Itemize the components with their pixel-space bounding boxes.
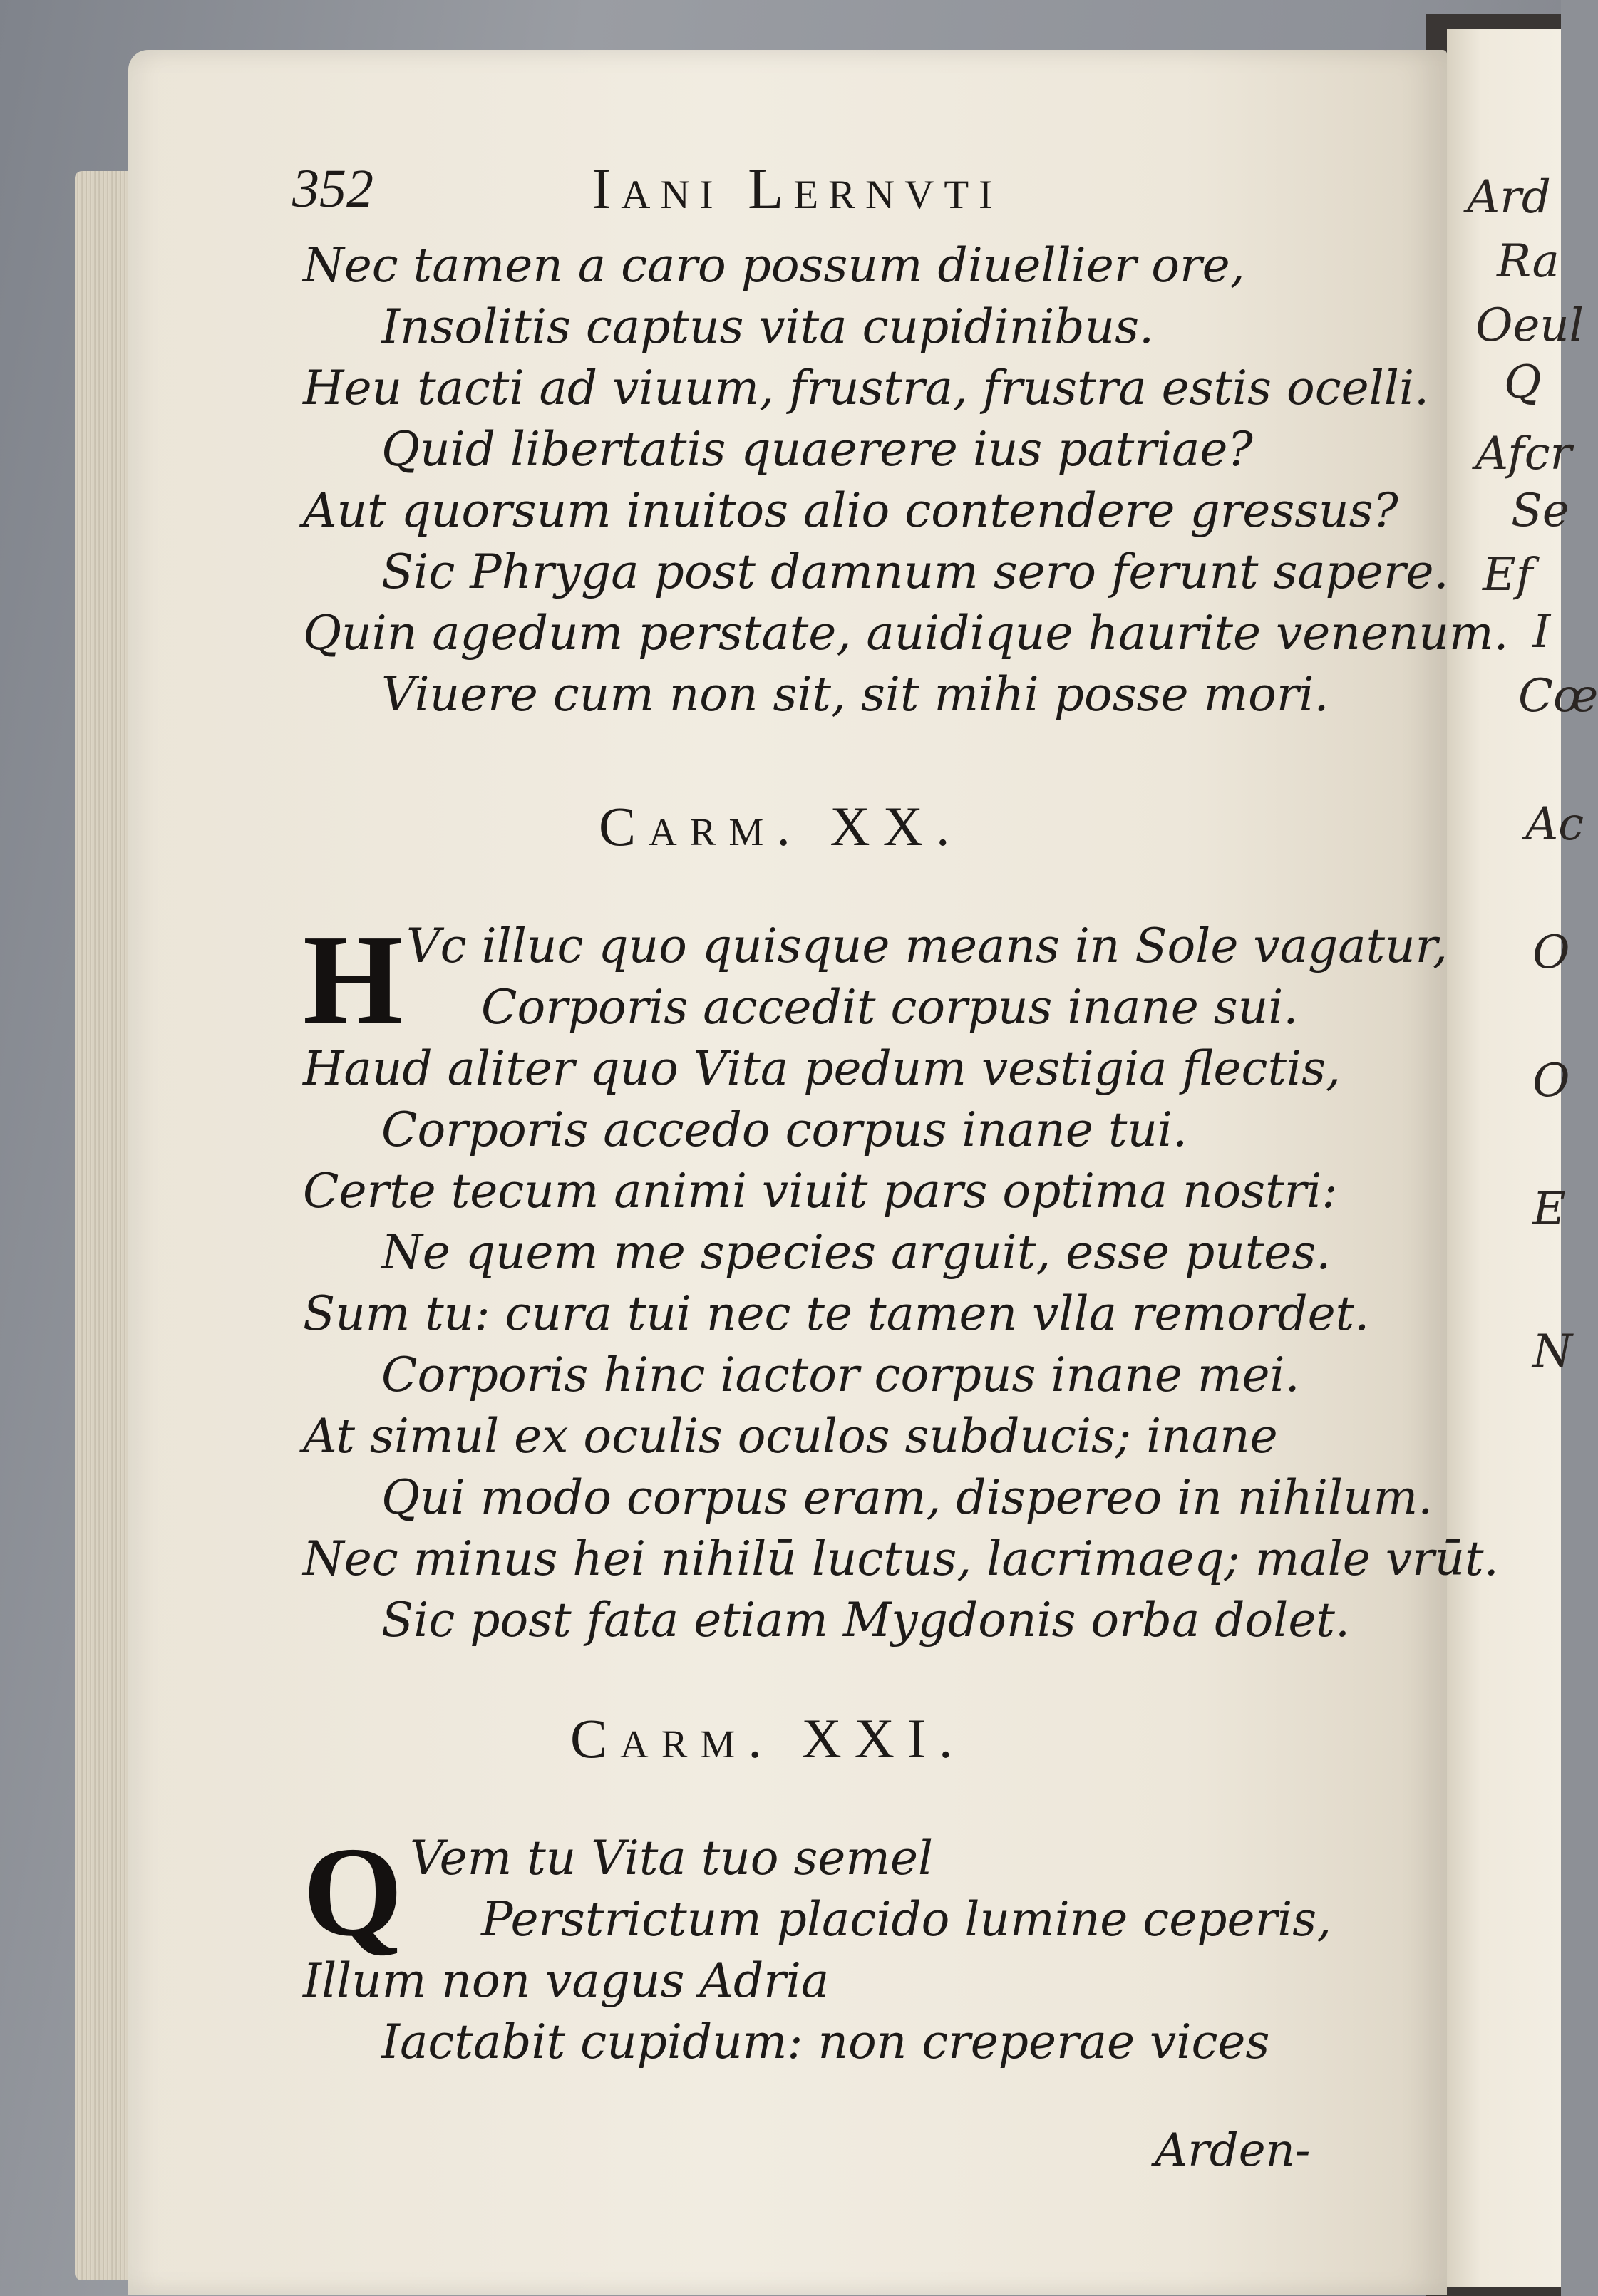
verse-line: Nec tamen a caro possum diuellier ore, bbox=[303, 238, 1245, 293]
verse-line: Vc illuc quo quisque means in Sole vagatur, bbox=[406, 919, 1448, 973]
facing-fragment: Cœ bbox=[1518, 670, 1598, 723]
verse-line: Vem tu Vita tuo semel bbox=[410, 1831, 934, 1886]
verse-line: Sum tu: cura tui nec te tamen vlla remordet. bbox=[303, 1286, 1370, 1341]
verse-line: Corporis accedit corpus inane sui. bbox=[481, 980, 1299, 1035]
verse-line: Certe tecum animi viuit pars optima nostri: bbox=[303, 1164, 1338, 1219]
facing-fragment: Afcr bbox=[1475, 428, 1572, 480]
verse-line: At simul ex oculis oculos subducis; inane bbox=[303, 1409, 1278, 1464]
facing-page-edge bbox=[1447, 29, 1598, 2287]
verse-line: Corporis hinc iactor corpus inane mei. bbox=[381, 1348, 1300, 1402]
verse-line: Heu tacti ad viuum, frustra, frustra estis ocelli. bbox=[303, 361, 1430, 415]
catchword: Arden- bbox=[1155, 2124, 1311, 2177]
section-heading-carm-xxi: Carm. XXI. bbox=[570, 1707, 966, 1769]
verse-line: Iactabit cupidum: non creperae vices bbox=[381, 2015, 1270, 2069]
facing-fragment: O bbox=[1532, 926, 1570, 979]
verse-line: Perstrictum placido lumine ceperis, bbox=[481, 1892, 1332, 1947]
verse-line: Quin agedum perstate, auidique haurite venenum. bbox=[303, 606, 1509, 661]
facing-fragment: Se bbox=[1511, 485, 1569, 537]
page-edges bbox=[75, 171, 132, 2280]
facing-fragment: Q bbox=[1504, 356, 1542, 409]
page-header bbox=[292, 150, 1254, 228]
facing-fragment: O bbox=[1532, 1055, 1570, 1107]
drop-initial-h: H bbox=[303, 909, 403, 1050]
facing-fragment: E bbox=[1532, 1183, 1566, 1236]
verse-line: Quid libertatis quaerere ius patriae? bbox=[381, 422, 1253, 477]
verse-line: Aut quorsum inuitos alio contendere gressus? bbox=[303, 483, 1398, 538]
verse-line: Sic post fata etiam Mygdonis orba dolet. bbox=[381, 1593, 1350, 1648]
verse-line: Ne quem me species arguit, esse putes. bbox=[381, 1225, 1331, 1280]
facing-fragment: I bbox=[1532, 606, 1551, 658]
verse-line: Qui modo corpus eram, dispereo in nihilum. bbox=[381, 1470, 1433, 1525]
facing-fragment: Ra bbox=[1497, 235, 1560, 288]
facing-fragment: Ac bbox=[1525, 798, 1584, 851]
running-head: Iani Lernvti bbox=[592, 156, 1003, 221]
verse-line: Illum non vagus Adria bbox=[303, 1953, 830, 2008]
facing-fragment: Ard bbox=[1467, 171, 1551, 224]
section-heading-carm-xx: Carm. XX. bbox=[599, 795, 963, 857]
verse-line: Insolitis captus vita cupidinibus. bbox=[381, 299, 1154, 354]
facing-fragment: Ef bbox=[1483, 549, 1533, 601]
verse-line: Sic Phryga post damnum sero ferunt sapere. bbox=[381, 544, 1449, 599]
verse-line: Corporis accedo corpus inane tui. bbox=[381, 1102, 1188, 1157]
verse-line: Viuere cum non sit, sit mihi posse mori. bbox=[381, 667, 1329, 722]
verse-line: Haud aliter quo Vita pedum vestigia flectis, bbox=[303, 1041, 1341, 1096]
drop-initial-q: Q bbox=[303, 1821, 403, 1963]
verse-line: Nec minus hei nihilū luctus, lacrimaeq; male vrūt. bbox=[303, 1531, 1499, 1586]
page-number: 352 bbox=[292, 159, 373, 219]
facing-fragment: Oeul bbox=[1475, 299, 1584, 352]
facing-fragment: N bbox=[1532, 1325, 1572, 1378]
